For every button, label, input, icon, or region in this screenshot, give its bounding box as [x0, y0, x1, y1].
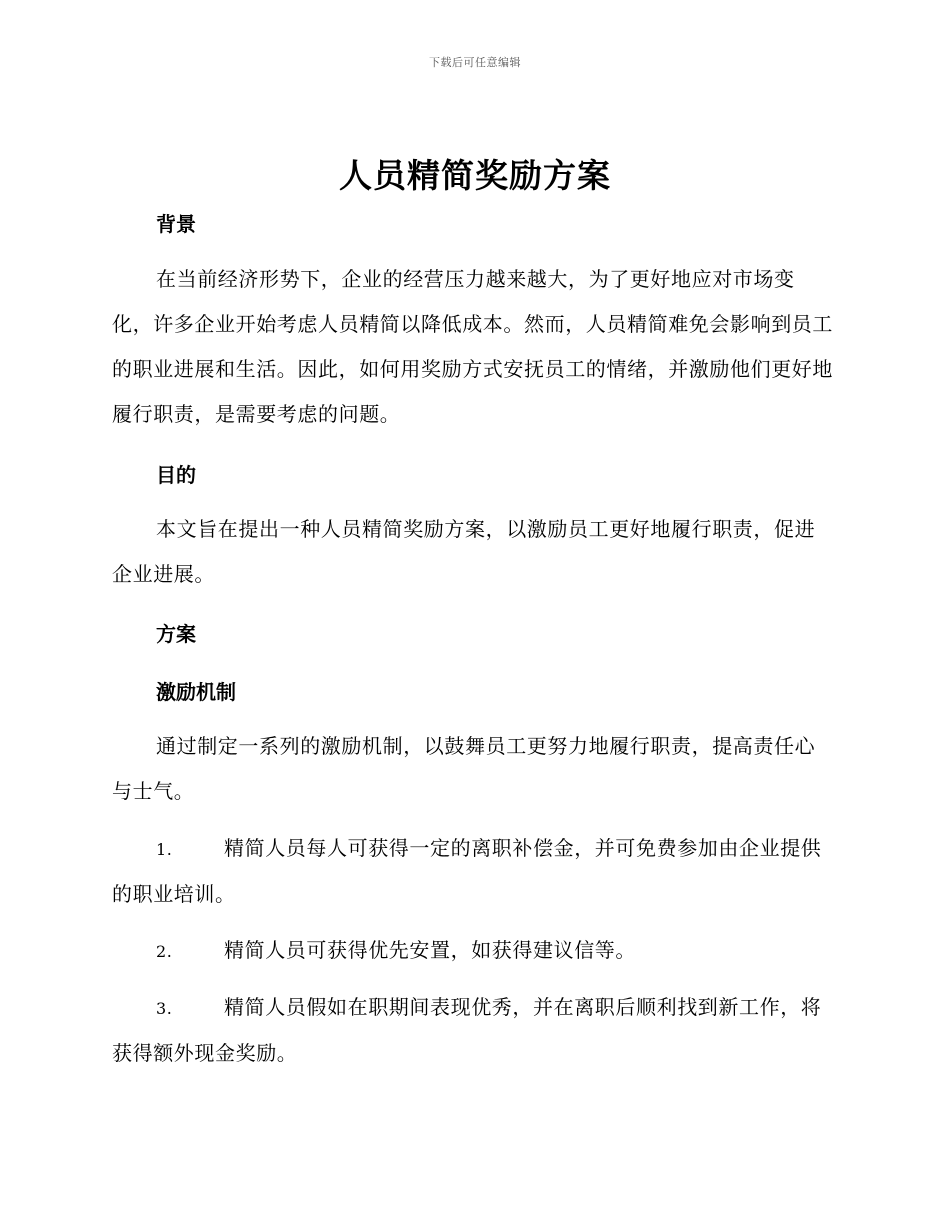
paragraph-mechanism: 通过制定一系列的激励机制，以鼓舞员工更努力地履行职责，提高责任心与士气。 [112, 734, 816, 803]
list-item-text: 精简人员每人可获得一定的离职补偿金，并可免费参加由企业提供的职业培训。 [112, 836, 822, 906]
heading-background: 背景 [156, 212, 196, 236]
document-title: 人员精简奖励方案 [339, 156, 611, 195]
paragraph-background: 在当前经济形势下，企业的经营压力越来越大，为了更好地应对市场变化，许多企业开始考虑人员精简以降低成本。然而，人员精简难免会影响到员工的职业进展和生活。因此，如何用奖励方式安抚员工的情绪，并激励他们更好地履行职责，是需要考虑的问题。 [112, 267, 833, 426]
header-note: 下载后可任意编辑 [429, 56, 521, 69]
list-item-number: 1. [156, 840, 173, 859]
list-item [112, 826, 834, 917]
list-item-text: 精简人员假如在职期间表现优秀，并在离职后顺利找到新工作，将获得额外现金奖励。 [112, 995, 822, 1065]
paragraph-purpose: 本文旨在提出一种人员精简奖励方案，以激励员工更好地履行职责，促进企业进展。 [112, 517, 816, 586]
heading-purpose: 目的 [156, 463, 196, 487]
list-item-text: 精简人员可获得优先安置，如获得建议信等。 [224, 938, 636, 962]
heading-plan: 方案 [156, 622, 196, 646]
list-item [112, 928, 834, 974]
list-item-number: 3. [156, 999, 173, 1018]
list-item-number: 2. [156, 942, 173, 961]
heading-mechanism: 激励机制 [156, 680, 236, 704]
list-item [112, 985, 834, 1076]
